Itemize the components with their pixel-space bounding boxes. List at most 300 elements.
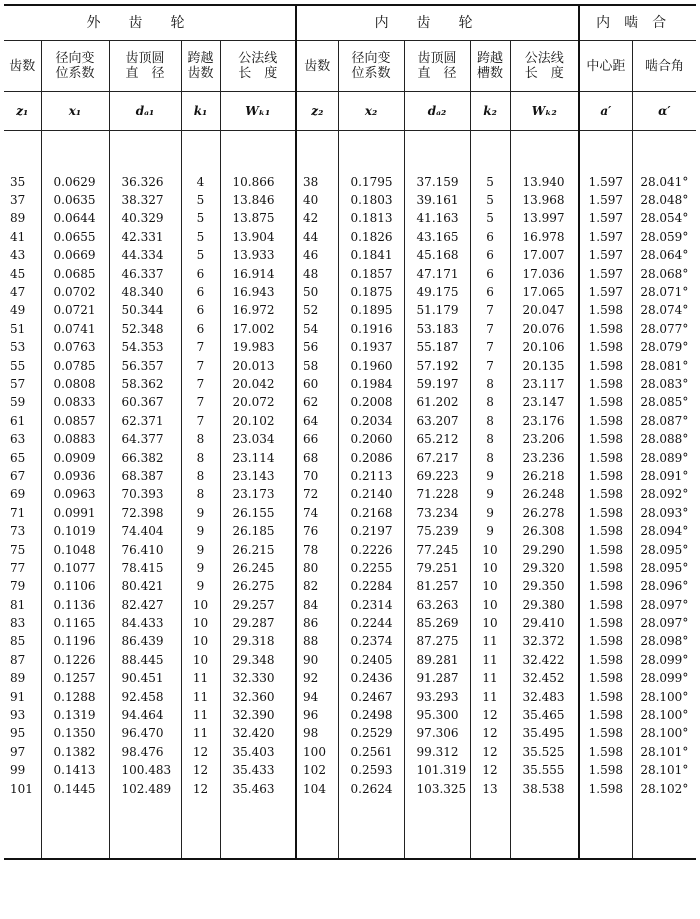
cell-wk2: 32.372 (510, 633, 579, 651)
cell-z1: 63 (10, 432, 26, 447)
cell-z1: 51 (10, 321, 26, 336)
cell-x1: 0.0635 (41, 191, 109, 209)
cell-da2: 59.197 (404, 375, 470, 393)
cell-wk1: 17.002 (220, 320, 296, 338)
cell-wk2: 32.422 (510, 651, 579, 669)
cell-k2: 11 (470, 633, 510, 651)
cell-da1: 72.398 (109, 504, 181, 522)
cell-k1: 5 (181, 228, 220, 246)
table-row (4, 504, 696, 522)
cell-k1: 7 (181, 357, 220, 375)
cell-alpha: 28.093° (632, 504, 696, 522)
cell-k2: 5 (470, 173, 510, 191)
cell-z2: 62 (296, 394, 338, 412)
cell-da2: 43.165 (404, 228, 470, 246)
col-x2-header: 径向变 位系数 (338, 41, 404, 92)
cell-wk2: 17.007 (510, 247, 579, 265)
cell-da1: 56.357 (109, 357, 181, 375)
cell-k1: 6 (181, 320, 220, 338)
cell-alpha: 28.079° (632, 339, 696, 357)
cell-x2: 0.1841 (338, 247, 404, 265)
cell-k2: 10 (470, 614, 510, 632)
cell-z2: 90 (296, 651, 338, 669)
cell-x2: 0.2284 (338, 578, 404, 596)
cell-x2: 0.2244 (338, 614, 404, 632)
cell-z1: 81 (10, 597, 26, 612)
cell-x2: 0.2405 (338, 651, 404, 669)
cell-wk1: 20.072 (220, 394, 296, 412)
cell-wk2: 35.465 (510, 706, 579, 724)
cell-z2: 48 (296, 265, 338, 283)
cell-x1: 0.0857 (41, 412, 109, 430)
cell-da2: 99.312 (404, 743, 470, 761)
cell-z2: 38 (296, 173, 338, 191)
internal-mesh-header: 内啮合 (579, 5, 696, 41)
cell-z1: 101 (10, 781, 33, 796)
cell-z1: 69 (10, 487, 26, 502)
cell-a: 1.598 (579, 578, 632, 596)
cell-k2: 7 (470, 357, 510, 375)
cell-alpha: 28.096° (632, 578, 696, 596)
cell-k2: 13 (470, 780, 510, 798)
table-row (4, 559, 696, 577)
cell-z1: 99 (10, 763, 26, 778)
cell-da2: 45.168 (404, 247, 470, 265)
cell-da1: 92.458 (109, 688, 181, 706)
table-row (4, 706, 696, 724)
cell-a: 1.598 (579, 541, 632, 559)
cell-wk2: 29.410 (510, 614, 579, 632)
cell-x2: 0.2060 (338, 430, 404, 448)
cell-a: 1.598 (579, 596, 632, 614)
cell-da2: 63.263 (404, 596, 470, 614)
cell-x2: 0.2624 (338, 780, 404, 798)
cell-wk2: 29.320 (510, 559, 579, 577)
cell-wk1: 35.463 (220, 780, 296, 798)
cell-da2: 77.245 (404, 541, 470, 559)
cell-da2: 61.202 (404, 394, 470, 412)
cell-k2: 5 (470, 210, 510, 228)
cell-a: 1.598 (579, 743, 632, 761)
cell-k1: 11 (181, 670, 220, 688)
cell-k1: 12 (181, 762, 220, 780)
sym-da2: dₐ₂ (404, 92, 470, 131)
cell-k1: 6 (181, 265, 220, 283)
cell-a: 1.598 (579, 504, 632, 522)
table-row (4, 541, 696, 559)
cell-wk2: 16.978 (510, 228, 579, 246)
cell-k1: 11 (181, 706, 220, 724)
cell-k1: 9 (181, 522, 220, 540)
cell-x2: 0.2226 (338, 541, 404, 559)
cell-z1: 47 (10, 285, 26, 300)
cell-k2: 5 (470, 191, 510, 209)
cell-da1: 66.382 (109, 449, 181, 467)
cell-z2: 44 (296, 228, 338, 246)
cell-wk2: 29.290 (510, 541, 579, 559)
cell-a: 1.598 (579, 670, 632, 688)
table-row (4, 283, 696, 301)
cell-wk2: 29.380 (510, 596, 579, 614)
cell-da1: 64.377 (109, 430, 181, 448)
cell-k1: 6 (181, 283, 220, 301)
cell-z1: 85 (10, 634, 26, 649)
cell-wk2: 13.940 (510, 173, 579, 191)
cell-x2: 0.1826 (338, 228, 404, 246)
cell-alpha: 28.064° (632, 247, 696, 265)
cell-da2: 81.257 (404, 578, 470, 596)
cell-da1: 40.329 (109, 210, 181, 228)
table-row (4, 357, 696, 375)
table-row (4, 743, 696, 761)
cell-x2: 0.1937 (338, 339, 404, 357)
table-row (4, 320, 696, 338)
cell-x2: 0.2034 (338, 412, 404, 430)
cell-da1: 42.331 (109, 228, 181, 246)
cell-x2: 0.1813 (338, 210, 404, 228)
table-row (4, 762, 696, 780)
cell-k1: 10 (181, 633, 220, 651)
internal-gear-header: 内齿轮 (296, 5, 579, 41)
cell-z1: 79 (10, 579, 26, 594)
cell-alpha: 28.100° (632, 688, 696, 706)
cell-x1: 0.0883 (41, 430, 109, 448)
cell-k2: 7 (470, 339, 510, 357)
cell-da1: 100.483 (109, 762, 181, 780)
cell-wk2: 13.997 (510, 210, 579, 228)
cell-k2: 9 (470, 486, 510, 504)
cell-k2: 8 (470, 412, 510, 430)
cell-alpha: 28.071° (632, 283, 696, 301)
cell-a: 1.597 (579, 247, 632, 265)
cell-x1: 0.1226 (41, 651, 109, 669)
cell-k1: 4 (181, 173, 220, 191)
cell-wk2: 26.278 (510, 504, 579, 522)
col-da1-header: 齿顶圆 直 径 (109, 41, 181, 92)
cell-wk2: 35.525 (510, 743, 579, 761)
cell-z2: 96 (296, 706, 338, 724)
cell-da1: 62.371 (109, 412, 181, 430)
cell-x2: 0.2498 (338, 706, 404, 724)
cell-a: 1.598 (579, 633, 632, 651)
cell-da2: 53.183 (404, 320, 470, 338)
cell-k2: 12 (470, 706, 510, 724)
cell-z2: 66 (296, 430, 338, 448)
cell-da2: 67.217 (404, 449, 470, 467)
cell-a: 1.598 (579, 725, 632, 743)
cell-k1: 8 (181, 449, 220, 467)
cell-x1: 0.1196 (41, 633, 109, 651)
cell-wk1: 29.287 (220, 614, 296, 632)
table-row (4, 651, 696, 669)
cell-z2: 56 (296, 339, 338, 357)
cell-a: 1.598 (579, 559, 632, 577)
cell-z1: 59 (10, 395, 26, 410)
cell-z2: 94 (296, 688, 338, 706)
cell-alpha: 28.088° (632, 430, 696, 448)
cell-z2: 76 (296, 522, 338, 540)
cell-a: 1.598 (579, 339, 632, 357)
cell-da2: 101.319 (404, 762, 470, 780)
cell-x2: 0.2008 (338, 394, 404, 412)
cell-z2: 80 (296, 559, 338, 577)
cell-alpha: 28.101° (632, 762, 696, 780)
cell-k2: 8 (470, 430, 510, 448)
cell-a: 1.598 (579, 614, 632, 632)
cell-k2: 11 (470, 651, 510, 669)
cell-z2: 68 (296, 449, 338, 467)
cell-x2: 0.2314 (338, 596, 404, 614)
cell-x2: 0.2086 (338, 449, 404, 467)
cell-z1: 57 (10, 376, 26, 391)
table-row (4, 780, 696, 798)
cell-wk1: 26.155 (220, 504, 296, 522)
table-row (4, 670, 696, 688)
cell-da2: 89.281 (404, 651, 470, 669)
cell-z2: 70 (296, 467, 338, 485)
cell-k2: 7 (470, 302, 510, 320)
cell-x1: 0.0991 (41, 504, 109, 522)
cell-k1: 8 (181, 467, 220, 485)
cell-alpha: 28.087° (632, 412, 696, 430)
cell-z1: 37 (10, 193, 26, 208)
cell-wk2: 20.076 (510, 320, 579, 338)
cell-z2: 52 (296, 302, 338, 320)
cell-x2: 0.1916 (338, 320, 404, 338)
cell-x2: 0.1984 (338, 375, 404, 393)
cell-k1: 11 (181, 688, 220, 706)
col-k2-header: 跨越 槽数 (470, 41, 510, 92)
cell-da2: 85.269 (404, 614, 470, 632)
table-row (4, 596, 696, 614)
sym-da1: dₐ₁ (109, 92, 181, 131)
cell-k2: 8 (470, 394, 510, 412)
cell-a: 1.598 (579, 762, 632, 780)
cell-x2: 0.1803 (338, 191, 404, 209)
cell-wk1: 23.173 (220, 486, 296, 504)
sym-z1: z₁ (4, 92, 41, 131)
cell-k1: 12 (181, 743, 220, 761)
cell-x2: 0.1857 (338, 265, 404, 283)
cell-k2: 12 (470, 762, 510, 780)
cell-k2: 12 (470, 743, 510, 761)
cell-z2: 72 (296, 486, 338, 504)
cell-k2: 6 (470, 247, 510, 265)
cell-wk1: 26.275 (220, 578, 296, 596)
table-row (4, 375, 696, 393)
sym-k2: k₂ (470, 92, 510, 131)
cell-z2: 46 (296, 247, 338, 265)
cell-da1: 48.340 (109, 283, 181, 301)
cell-z1: 49 (10, 303, 26, 318)
cell-z1: 83 (10, 616, 26, 631)
gear-parameter-table (4, 4, 696, 860)
cell-wk1: 23.114 (220, 449, 296, 467)
cell-wk1: 20.102 (220, 412, 296, 430)
cell-wk2: 23.236 (510, 449, 579, 467)
cell-x1: 0.0669 (41, 247, 109, 265)
cell-da2: 51.179 (404, 302, 470, 320)
cell-x1: 0.0629 (41, 173, 109, 191)
cell-k1: 10 (181, 651, 220, 669)
cell-wk1: 29.318 (220, 633, 296, 651)
cell-da2: 75.239 (404, 522, 470, 540)
cell-x2: 0.1875 (338, 283, 404, 301)
cell-da2: 91.287 (404, 670, 470, 688)
bottom-spacer-row (4, 798, 696, 859)
cell-wk1: 13.904 (220, 228, 296, 246)
cell-wk1: 29.257 (220, 596, 296, 614)
cell-wk2: 23.147 (510, 394, 579, 412)
cell-alpha: 28.098° (632, 633, 696, 651)
cell-z1: 73 (10, 524, 26, 539)
cell-x1: 0.0644 (41, 210, 109, 228)
cell-z1: 65 (10, 450, 26, 465)
cell-x1: 0.1077 (41, 559, 109, 577)
cell-da2: 79.251 (404, 559, 470, 577)
cell-wk1: 32.390 (220, 706, 296, 724)
cell-x2: 0.1895 (338, 302, 404, 320)
cell-k2: 11 (470, 688, 510, 706)
cell-k1: 5 (181, 191, 220, 209)
cell-alpha: 28.091° (632, 467, 696, 485)
cell-x1: 0.1445 (41, 780, 109, 798)
cell-da2: 95.300 (404, 706, 470, 724)
cell-a: 1.598 (579, 449, 632, 467)
col-alpha-header: 啮合角 (632, 41, 696, 92)
cell-k2: 6 (470, 228, 510, 246)
cell-a: 1.598 (579, 394, 632, 412)
cell-da2: 71.228 (404, 486, 470, 504)
cell-k2: 9 (470, 467, 510, 485)
sym-wk1: Wₖ₁ (220, 92, 296, 131)
table-row (4, 210, 696, 228)
cell-z2: 74 (296, 504, 338, 522)
table-row (4, 191, 696, 209)
cell-z1: 35 (10, 174, 26, 189)
cell-da1: 52.348 (109, 320, 181, 338)
cell-wk2: 26.308 (510, 522, 579, 540)
cell-da2: 87.275 (404, 633, 470, 651)
cell-wk1: 13.933 (220, 247, 296, 265)
cell-a: 1.597 (579, 265, 632, 283)
cell-x1: 0.0909 (41, 449, 109, 467)
cell-alpha: 28.099° (632, 670, 696, 688)
cell-z1: 43 (10, 248, 26, 263)
cell-alpha: 28.059° (632, 228, 696, 246)
cell-alpha: 28.054° (632, 210, 696, 228)
table-row (4, 412, 696, 430)
cell-z1: 93 (10, 708, 26, 723)
cell-z1: 89 (10, 671, 26, 686)
cell-da1: 76.410 (109, 541, 181, 559)
cell-k1: 10 (181, 596, 220, 614)
cell-x1: 0.0808 (41, 375, 109, 393)
cell-z1: 91 (10, 689, 26, 704)
cell-x1: 0.0721 (41, 302, 109, 320)
cell-a: 1.597 (579, 173, 632, 191)
cell-z2: 98 (296, 725, 338, 743)
col-wk1-header: 公法线 长 度 (220, 41, 296, 92)
cell-k1: 7 (181, 339, 220, 357)
cell-da1: 38.327 (109, 191, 181, 209)
cell-x2: 0.2197 (338, 522, 404, 540)
col-wk2-header: 公法线 长 度 (510, 41, 579, 92)
cell-da1: 94.464 (109, 706, 181, 724)
cell-alpha: 28.041° (632, 173, 696, 191)
cell-k1: 8 (181, 486, 220, 504)
cell-k1: 7 (181, 412, 220, 430)
cell-da2: 65.212 (404, 430, 470, 448)
cell-a: 1.598 (579, 780, 632, 798)
cell-da1: 68.387 (109, 467, 181, 485)
cell-x1: 0.0763 (41, 339, 109, 357)
cell-da2: 73.234 (404, 504, 470, 522)
cell-wk2: 32.452 (510, 670, 579, 688)
cell-x1: 0.1106 (41, 578, 109, 596)
cell-da1: 36.326 (109, 173, 181, 191)
cell-x2: 0.2467 (338, 688, 404, 706)
cell-z2: 58 (296, 357, 338, 375)
cell-alpha: 28.083° (632, 375, 696, 393)
cell-a: 1.598 (579, 706, 632, 724)
cell-alpha: 28.097° (632, 614, 696, 632)
cell-da1: 80.421 (109, 578, 181, 596)
cell-da1: 84.433 (109, 614, 181, 632)
cell-wk1: 23.034 (220, 430, 296, 448)
cell-da2: 63.207 (404, 412, 470, 430)
cell-k2: 11 (470, 670, 510, 688)
cell-k1: 12 (181, 780, 220, 798)
cell-alpha: 28.101° (632, 743, 696, 761)
cell-da1: 82.427 (109, 596, 181, 614)
cell-wk1: 26.185 (220, 522, 296, 540)
table-row (4, 449, 696, 467)
cell-da2: 57.192 (404, 357, 470, 375)
cell-x1: 0.1413 (41, 762, 109, 780)
cell-wk2: 17.065 (510, 283, 579, 301)
cell-k2: 8 (470, 375, 510, 393)
cell-z1: 97 (10, 744, 26, 759)
cell-z2: 82 (296, 578, 338, 596)
cell-alpha: 28.095° (632, 541, 696, 559)
table-row (4, 247, 696, 265)
table-row (4, 430, 696, 448)
cell-alpha: 28.092° (632, 486, 696, 504)
table-row (4, 633, 696, 651)
cell-a: 1.598 (579, 522, 632, 540)
cell-x2: 0.2593 (338, 762, 404, 780)
table-row (4, 173, 696, 191)
cell-wk1: 29.348 (220, 651, 296, 669)
cell-da1: 86.439 (109, 633, 181, 651)
cell-wk1: 32.330 (220, 670, 296, 688)
cell-z1: 67 (10, 468, 26, 483)
cell-x1: 0.1136 (41, 596, 109, 614)
cell-wk1: 16.972 (220, 302, 296, 320)
cell-k1: 9 (181, 559, 220, 577)
top-spacer-row (4, 131, 696, 174)
cell-x2: 0.2561 (338, 743, 404, 761)
cell-alpha: 28.100° (632, 706, 696, 724)
cell-da2: 69.223 (404, 467, 470, 485)
cell-wk1: 26.245 (220, 559, 296, 577)
table-body (4, 131, 696, 860)
cell-alpha: 28.097° (632, 596, 696, 614)
cell-da2: 39.161 (404, 191, 470, 209)
cell-da1: 54.353 (109, 339, 181, 357)
cell-z2: 60 (296, 375, 338, 393)
